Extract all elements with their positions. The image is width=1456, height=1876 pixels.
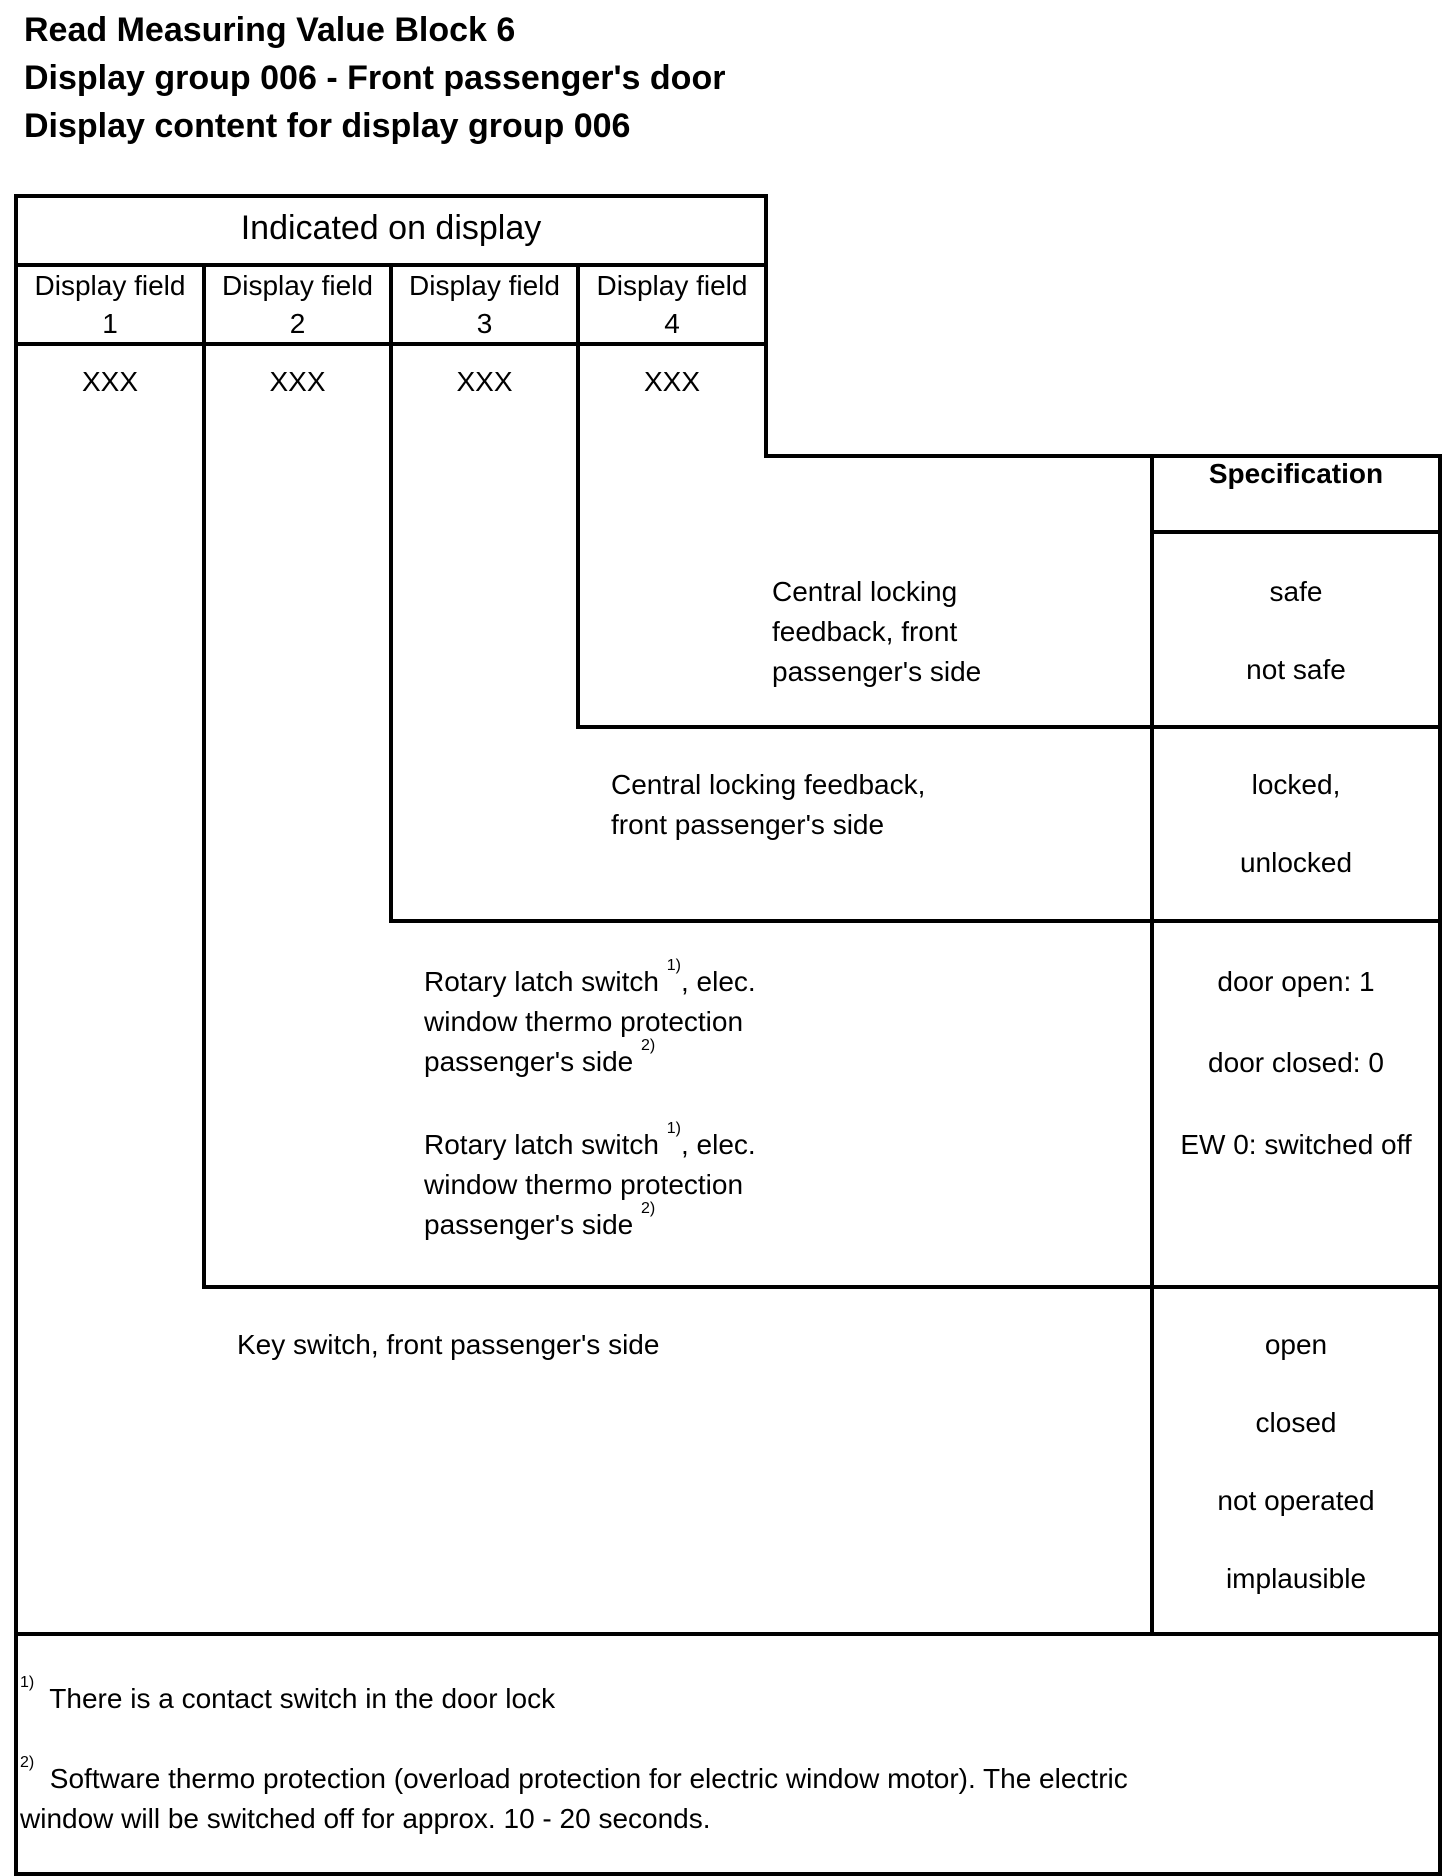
footnote-text: There is a contact switch in the door lock (49, 1683, 556, 1714)
display-group-title: Display group 006 - Front passenger's door (24, 59, 726, 97)
field-header-label: Display field (222, 270, 373, 301)
footnote-ref-1: 1) (666, 1120, 681, 1137)
field1-spec-implausible: implausible (1225, 1563, 1367, 1594)
field-header-number: 4 (664, 308, 680, 339)
doc-title: Read Measuring Value Block 6 (24, 11, 516, 49)
field2-description-1 (424, 957, 756, 1082)
field4-spec-safe: safe (1269, 576, 1323, 607)
field-header-number: 2 (289, 308, 306, 339)
field3-spec-unlocked: unlocked (1239, 847, 1353, 878)
description-line: Central locking feedback, (611, 769, 926, 800)
text: Rotary latch switch (424, 966, 667, 997)
display-field-2-value: XXX (269, 366, 326, 397)
display-field-2-header (206, 267, 389, 343)
display-content-title: Display content for display group 006 (24, 107, 631, 145)
specification-header: Specification (1208, 458, 1384, 489)
display-field-3-header (393, 267, 576, 343)
footnote-line (20, 1754, 1128, 1799)
description-line: Central locking (772, 576, 958, 607)
description-line: feedback, front (772, 616, 958, 647)
field3-description (611, 765, 925, 845)
display-field-4-header (580, 267, 764, 343)
footnote-1 (20, 1674, 556, 1719)
description-line: window thermo protection (424, 1006, 744, 1037)
field1-spec-closed: closed (1255, 1407, 1337, 1438)
description-line (424, 957, 756, 1002)
description-line: window thermo protection (424, 1169, 744, 1200)
display-field-1-header (18, 267, 202, 343)
field-header-label: Display field (34, 270, 186, 301)
description-line: front passenger's side (611, 809, 885, 840)
footnote-text: Software thermo protection (overload protection for electric window motor). The electric (49, 1763, 1128, 1794)
text: Rotary latch switch (424, 1129, 667, 1160)
description-line (424, 1037, 756, 1082)
field3-spec-locked: locked, (1251, 769, 1341, 800)
field-header-label: Display field (409, 270, 560, 301)
footnote-line: window will be switched off for approx. 10 - 20 seconds. (20, 1803, 711, 1834)
text: , elec. (680, 966, 756, 997)
footnote-mark: 1) (20, 1674, 35, 1691)
field-header-number: 3 (476, 308, 493, 339)
field2-description-2 (424, 1120, 756, 1245)
description-line (424, 1120, 756, 1165)
field-header-number: 1 (102, 308, 118, 339)
text: passenger's side (424, 1209, 642, 1240)
footnote-ref-2: 2) (641, 1200, 656, 1217)
field-header-label: Display field (596, 270, 748, 301)
footnote-ref-2: 2) (641, 1037, 656, 1054)
footnote-mark: 2) (20, 1754, 35, 1771)
indicated-on-display-title: Indicated on display (240, 209, 542, 247)
display-field-4-value: XXX (643, 366, 701, 397)
field4-spec-not-safe: not safe (1246, 654, 1346, 685)
display-field-1-value: XXX (81, 366, 139, 397)
field1-spec-open: open (1264, 1329, 1328, 1360)
field1-spec-not-operated: not operated (1217, 1485, 1375, 1516)
text: , elec. (680, 1129, 756, 1160)
footnote-2 (20, 1754, 1128, 1839)
footnote-ref-1: 1) (666, 957, 681, 974)
field1-description: Key switch, front passenger's side (237, 1329, 660, 1360)
field2-spec-door-closed: door closed: 0 (1208, 1047, 1384, 1078)
text: passenger's side (424, 1046, 642, 1077)
description-line: passenger's side (772, 656, 982, 687)
display-field-3-value: XXX (456, 366, 513, 397)
field2-spec-door-open: door open: 1 (1217, 966, 1375, 997)
description-line (424, 1200, 756, 1245)
field4-description (772, 572, 981, 692)
field2-spec-ew0: EW 0: switched off (1180, 1129, 1412, 1160)
